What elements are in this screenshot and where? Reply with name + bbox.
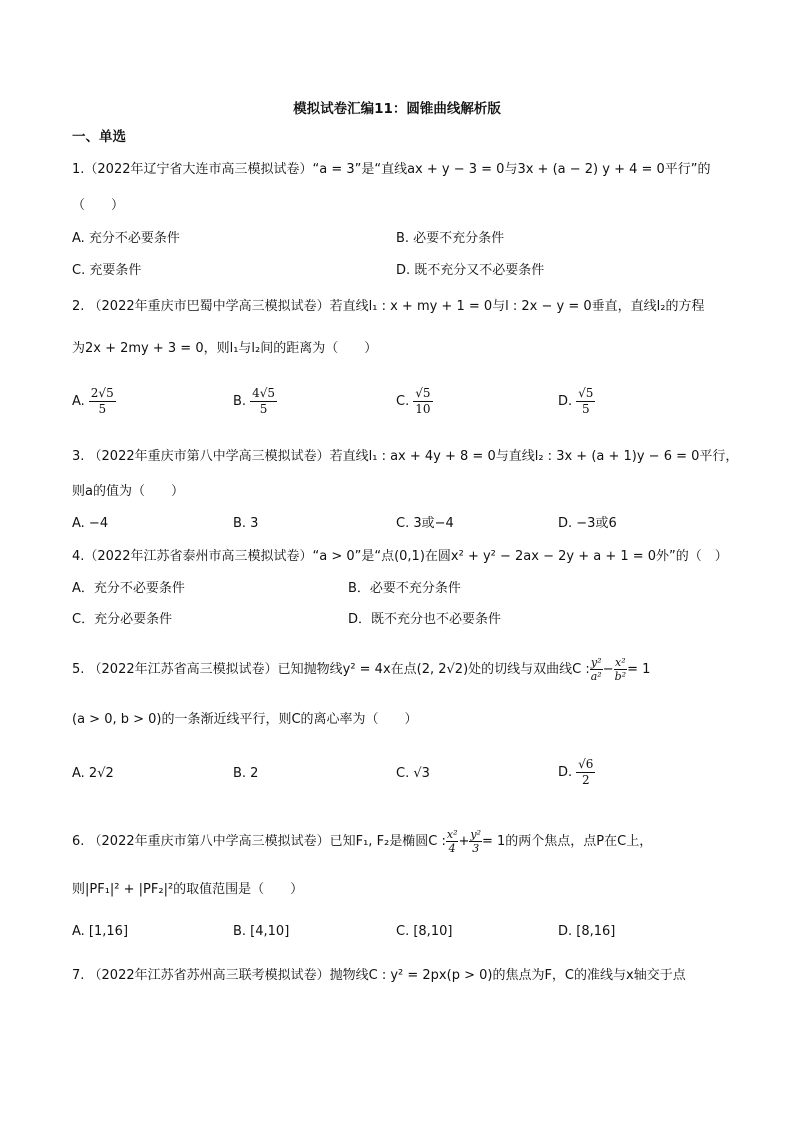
question-2-option-d: [558, 386, 595, 417]
numerator: y²: [590, 656, 602, 669]
question-6-option-a: A. [1,16]: [72, 924, 129, 939]
question-3-stem: 3. （2022年重庆市第八中学高三模拟试卷）若直线l₁ : ax + 4y + 8 = 0与直线l₂ : 3x + (a + 1)y − 6 = 0平行，: [72, 449, 739, 464]
question-6-option-d: D. [8,16]: [558, 924, 616, 939]
numerator: √6: [578, 757, 594, 771]
question-4-stem: 4.（2022年江苏省泰州市高三模拟试卷）“a > 0”是“点(0,1)在圆x² + y² − 2ax − 2y + a + 1 = 0外”的（ ）: [72, 549, 728, 564]
question-3-option-b: B. 3: [233, 516, 259, 531]
plus-sign: +: [458, 834, 470, 849]
numerator: x²: [446, 828, 458, 841]
denominator: 3: [472, 842, 480, 855]
denominator: b²: [614, 670, 627, 683]
numerator: √5: [415, 386, 431, 400]
question-5-option-c: C. √3: [396, 766, 430, 781]
question-2-option-b: [233, 386, 277, 417]
denominator: a²: [590, 670, 602, 683]
numerator: 2√5: [90, 386, 114, 400]
fraction: [446, 828, 459, 855]
question-1-option-a: A. 充分不必要条件: [72, 231, 180, 246]
numerator: 4√5: [252, 386, 275, 400]
question-4-option-b: B．必要不充分条件: [348, 581, 461, 596]
question-3-stem-continued: 则a的值为（ ）: [72, 484, 184, 499]
question-6-text: 6. （2022年重庆市第八中学高三模拟试卷）已知F₁, F₂是椭圆C :: [72, 834, 446, 849]
question-1-stem-continued: （ ）: [72, 198, 125, 213]
option-label: C.: [396, 394, 410, 409]
equation-tail: = 1: [627, 662, 651, 677]
denominator: 10: [415, 402, 431, 416]
question-7-stem: 7. （2022年江苏省苏州高三联考模拟试卷）抛物线C : y² = 2px(p > 0)的焦点为F，C的准线与x轴交于点: [72, 968, 686, 983]
denominator: 5: [259, 402, 268, 416]
question-5-text: 5. （2022年江苏省高三模拟试卷）已知抛物线y² = 4x在点(2, 2√2)处的切线与双曲线C :: [72, 662, 590, 677]
option-label: D.: [558, 394, 573, 409]
question-2-option-c: [396, 386, 433, 417]
numerator: y²: [470, 828, 482, 841]
question-1-option-b: B. 必要不充分条件: [396, 231, 505, 246]
option-label: B.: [233, 394, 247, 409]
question-2-option-a: [72, 386, 116, 417]
section-heading: 一、单选: [72, 129, 126, 145]
question-5-option-d: [558, 757, 595, 788]
fraction: [469, 828, 482, 855]
question-2-stem-continued: 为2x + 2my + 3 = 0，则l₁与l₂间的距离为（ ）: [72, 341, 378, 356]
question-3-option-c: C. 3或−4: [396, 516, 454, 531]
question-4-option-d: D．既不充分也不必要条件: [348, 612, 502, 627]
denominator: 2: [581, 773, 590, 787]
fraction: [89, 386, 116, 417]
numerator: √5: [578, 386, 594, 400]
fraction: [614, 656, 627, 683]
question-6-stem-continued: 则|PF₁|² + |PF₂|²的取值范围是（ ）: [72, 882, 304, 897]
fraction: [413, 386, 432, 417]
numerator: x²: [615, 656, 626, 669]
denominator: 5: [581, 402, 590, 416]
question-1-stem: 1.（2022年辽宁省大连市高三模拟试卷）“a = 3”是“直线ax + y − 3 = 0与3x + (a − 2) y + 4 = 0平行”的: [72, 162, 711, 177]
question-3-option-d: D. −3或6: [558, 516, 617, 531]
question-4-option-c: C．充分必要条件: [72, 612, 173, 627]
fraction: [590, 656, 603, 683]
question-4-option-a: A．充分不必要条件: [72, 581, 185, 596]
minus-sign: −: [602, 662, 614, 677]
question-6-stem: [72, 828, 652, 855]
fraction: [576, 386, 595, 417]
question-1-option-d: D. 既不充分又不必要条件: [396, 263, 545, 278]
question-5-stem-continued: (a > 0, b > 0)的一条渐近线平行，则C的离心率为（ ）: [72, 712, 418, 727]
equation-tail: = 1的两个焦点，点P在C上，: [482, 834, 653, 849]
denominator: 4: [448, 842, 456, 855]
question-3-option-a: A. −4: [72, 516, 109, 531]
question-5-option-a: A. 2√2: [72, 766, 114, 781]
fraction: [250, 386, 277, 417]
document-title: 模拟试卷汇编11：圆锥曲线解析版: [293, 101, 501, 117]
question-6-option-b: B. [4,10]: [233, 924, 290, 939]
question-6-option-c: C. [8,10]: [396, 924, 453, 939]
denominator: 5: [98, 402, 107, 416]
fraction: [576, 757, 595, 788]
option-label: D.: [558, 765, 573, 780]
question-5-stem: [72, 656, 650, 683]
option-label: A.: [72, 394, 85, 409]
question-1-option-c: C. 充要条件: [72, 263, 142, 278]
question-2-stem: 2. （2022年重庆市巴蜀中学高三模拟试卷）若直线l₁ : x + my + 1 = 0与l : 2x − y = 0垂直，直线l₂的方程: [72, 299, 705, 314]
question-5-option-b: B. 2: [233, 766, 259, 781]
